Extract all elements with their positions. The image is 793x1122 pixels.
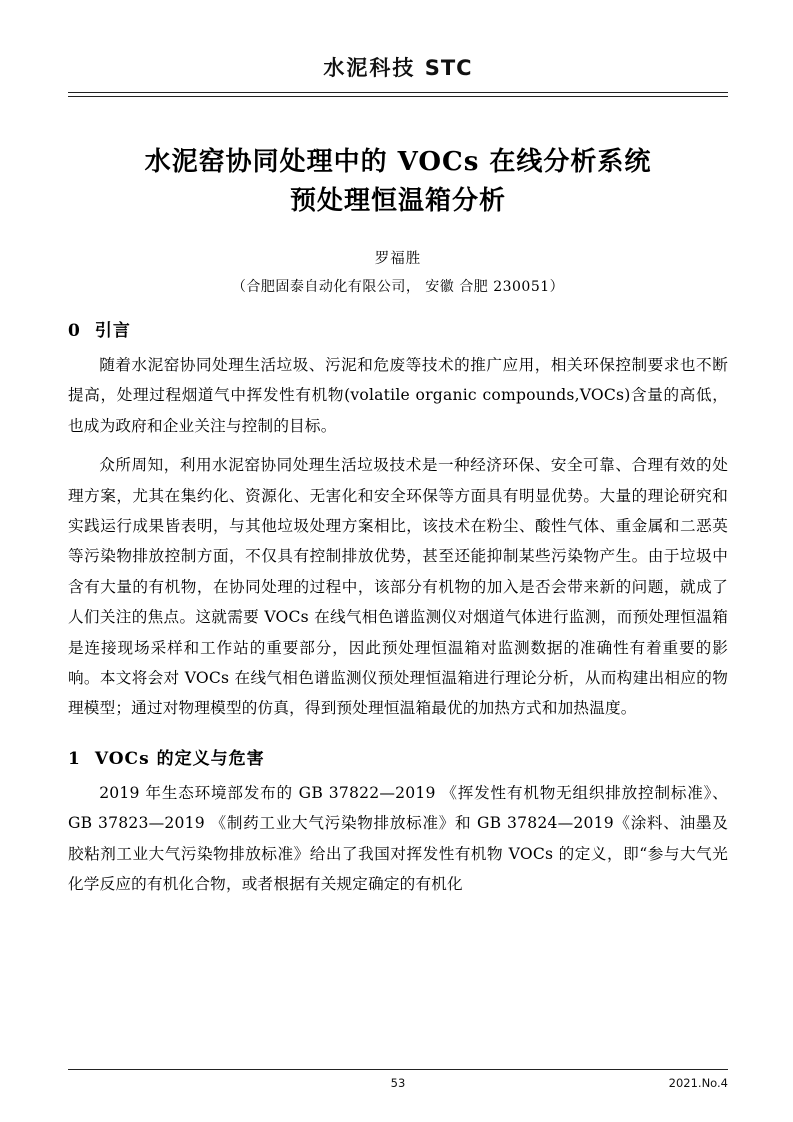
- paragraph-0-1: 众所周知，利用水泥窑协同处理生活垃圾技术是一种经济环保、安全可靠、合理有效的处理方案，尤其在集约化、资源化、无害化和安全环保等方面具有明显优势。大量的理论研究和实践运行成果皆表明，与其他垃圾处理方案相比，该技术在粉尘、酸性气体、重金属和二恶英等污染物排放控制方面，不仅具有控制排放优势，甚至还能抑制某些污染物产生。由于垃圾中含有大量的有机物，在协同处理的过程中，该部分有机物的加入是否会带来新的问题，就成了人们关注的焦点。这就需要 VOCs 在线气相色谱监测仪对烟道气体进行监测，而预处理恒温箱是连接现场采样和工作站的重要部分，因此预处理恒温箱对监测数据的准确性有着重要的影响。本文将会对 VOCs 在线气相色谱监测仪预处理恒温箱进行理论分析，从而构建出相应的物理模型；通过对物理模型的仿真，得到预处理恒温箱最优的加热方式和加热温度。: [68, 456, 728, 718]
- footer-rule: [68, 1069, 728, 1070]
- footer-row: [68, 1076, 728, 1090]
- section-title-0: 引言: [94, 321, 131, 341]
- page-footer: [68, 1069, 728, 1090]
- section-number-1: 1: [68, 748, 81, 769]
- page-number: 53: [390, 1076, 406, 1090]
- journal-name-cn: 水泥科技: [323, 55, 416, 80]
- section-heading-0: [68, 316, 728, 341]
- issue-label: 2021.No.4: [668, 1076, 728, 1090]
- header-rule-top: [68, 92, 728, 93]
- author-affiliation: （合肥固泰自动化有限公司， 安徽 合肥 230051）: [231, 279, 565, 295]
- paragraph-0-0: 随着水泥窑协同处理生活垃圾、污泥和危废等技术的推广应用，相关环保控制要求也不断提高，处理过程烟道气中挥发性有机物(volatile organic compounds,VOCs)含量的高低，也成为政府和企业关注与控制的目标。: [68, 356, 728, 435]
- header-rule-bottom: [68, 96, 728, 97]
- section-heading-1: [68, 744, 728, 769]
- author-name: 罗福胜: [374, 251, 422, 267]
- article-title-line-1: 水泥窑协同处理中的 VOCs 在线分析系统: [144, 147, 652, 177]
- section-number-0: 0: [68, 321, 81, 341]
- journal-name-en: STC: [424, 56, 473, 80]
- page-content: [68, 30, 728, 1075]
- article-title: [68, 143, 728, 221]
- section-title-1: VOCs 的定义与危害: [94, 748, 265, 769]
- paragraph-1-0: 2019 年生态环境部发布的 GB 37822—2019 《挥发性有机物无组织排放控制标准》、GB 37823—2019 《制药工业大气污染物排放标准》和 GB 37824—2019《涂料、油墨及胶粘剂工业大气污染物排放标准》给出了我国对挥发性有机物 VOCs 的定义，即“参与大气光化学反应的有机化合物，或者根据有关规定确定的有机化: [68, 783, 728, 894]
- page-header: [68, 30, 728, 88]
- article-title-line-2: 预处理恒温箱分析: [289, 186, 506, 216]
